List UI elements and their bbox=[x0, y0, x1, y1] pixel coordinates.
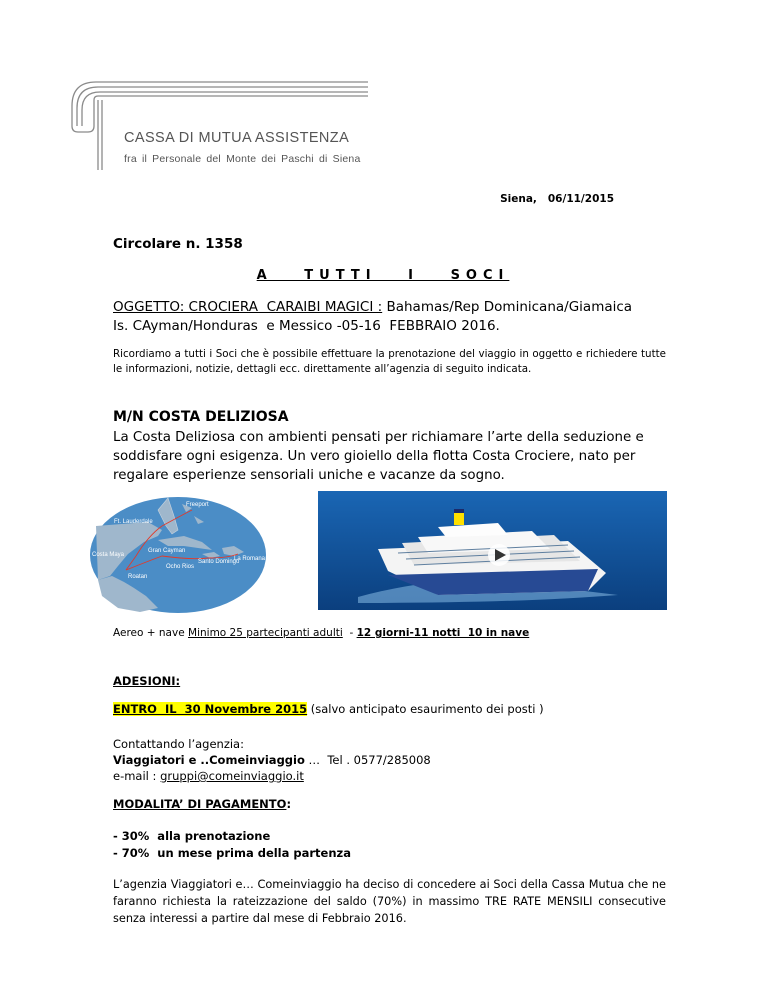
deadline bbox=[113, 702, 544, 716]
logo-title: CASSA DI MUTUA ASSISTENZA bbox=[124, 130, 350, 146]
map-label-roatan: Roatan bbox=[128, 574, 148, 580]
contact-intro: Contattando l’agenzia: bbox=[113, 737, 244, 751]
subject-label: OGGETTO: CROCIERA CARAIBI MAGICI : bbox=[113, 299, 383, 315]
deadline-note: (salvo anticipato esaurimento dei posti ) bbox=[307, 702, 544, 716]
map-label-costa-maya: Costa Maya bbox=[92, 552, 125, 558]
logo-subtitle: fra il Personale del Monte dei Paschi di Siena bbox=[124, 153, 361, 165]
map-label-gran-cayman: Gran Cayman bbox=[148, 548, 186, 554]
payment-item: - 30% alla prenotazione bbox=[113, 829, 271, 843]
to-all-members-heading: A TUTTI I SOCI bbox=[256, 268, 510, 283]
subject-destinations: Bahamas/Rep Dominicana/Giamaica bbox=[382, 299, 633, 315]
map-label-santo-domingo: Santo Domingo bbox=[198, 559, 240, 565]
map-label-freeport: Freeport bbox=[186, 502, 209, 508]
subject-dates: Is. CAyman/Honduras e Messico -05-16 FEBBRAIO 2016. bbox=[113, 318, 500, 334]
email-label: e-mail : bbox=[113, 769, 161, 783]
payment-colon: : bbox=[286, 797, 292, 811]
travel-prefix: Aereo + nave bbox=[113, 627, 189, 639]
intro-paragraph: Ricordiamo a tutti i Soci che è possibile effettuare la prenotazione del viaggio in oggetto e richiedere tutte le informazioni, notizie, dettagli ecc. direttamente all’agenzia di seguito indicata. bbox=[113, 348, 666, 375]
route-map bbox=[88, 496, 268, 614]
ship-photo bbox=[318, 491, 667, 610]
installment-paragraph: L’agenzia Viaggiatori e… Comeinviaggio ha deciso di concedere ai Soci della Cassa Mutua che ne faranno richiesta la rateizzazione del saldo (70%) in massimo TRE RATE MENSILI consecutive senza interessi a partire dal mese di Febbraio 2016. bbox=[113, 878, 666, 925]
payment-heading bbox=[113, 797, 291, 811]
ship-title: M/N COSTA DELIZIOSA bbox=[113, 409, 289, 425]
travel-duration: 12 giorni-11 notti 10 in nave bbox=[356, 627, 530, 639]
payment-item: - 70% un mese prima della partenza bbox=[113, 846, 351, 860]
deadline-date: ENTRO IL 30 Novembre 2015 bbox=[113, 702, 308, 716]
subject bbox=[113, 298, 673, 336]
agency-phone: … Tel . 0577/285008 bbox=[304, 753, 431, 767]
circular-number: Circolare n. 1358 bbox=[113, 236, 243, 252]
map-label-ocho-rios: Ocho Rios bbox=[166, 564, 195, 570]
agency-contact bbox=[113, 736, 431, 784]
logo bbox=[68, 78, 368, 178]
travel-separator: - bbox=[342, 627, 357, 639]
travel-minimum: Minimo 25 partecipanti adulti bbox=[188, 627, 343, 639]
letter-date: Siena, 06/11/2015 bbox=[500, 193, 614, 205]
adesioni-heading: ADESIONI: bbox=[113, 674, 181, 688]
email-link[interactable]: gruppi@comeinviaggio.it bbox=[160, 769, 304, 783]
travel-package bbox=[113, 627, 529, 639]
map-label-la-romana: La Romana bbox=[234, 556, 266, 562]
agency-name: Viaggiatori e ..Comeinviaggio bbox=[113, 753, 305, 767]
payment-title: MODALITA’ DI PAGAMENTO bbox=[113, 797, 287, 811]
map-label-ft-lauderdale: Ft. Lauderdale bbox=[114, 519, 153, 525]
payment-list bbox=[113, 828, 351, 862]
ship-description: La Costa Deliziosa con ambienti pensati per richiamare l’arte della seduzione e soddisfare ogni esigenza. Un vero gioiello della flotta Costa Crociere, nato per regalare esperienze sensoriali uniche e vacanze da sogno. bbox=[113, 430, 644, 483]
